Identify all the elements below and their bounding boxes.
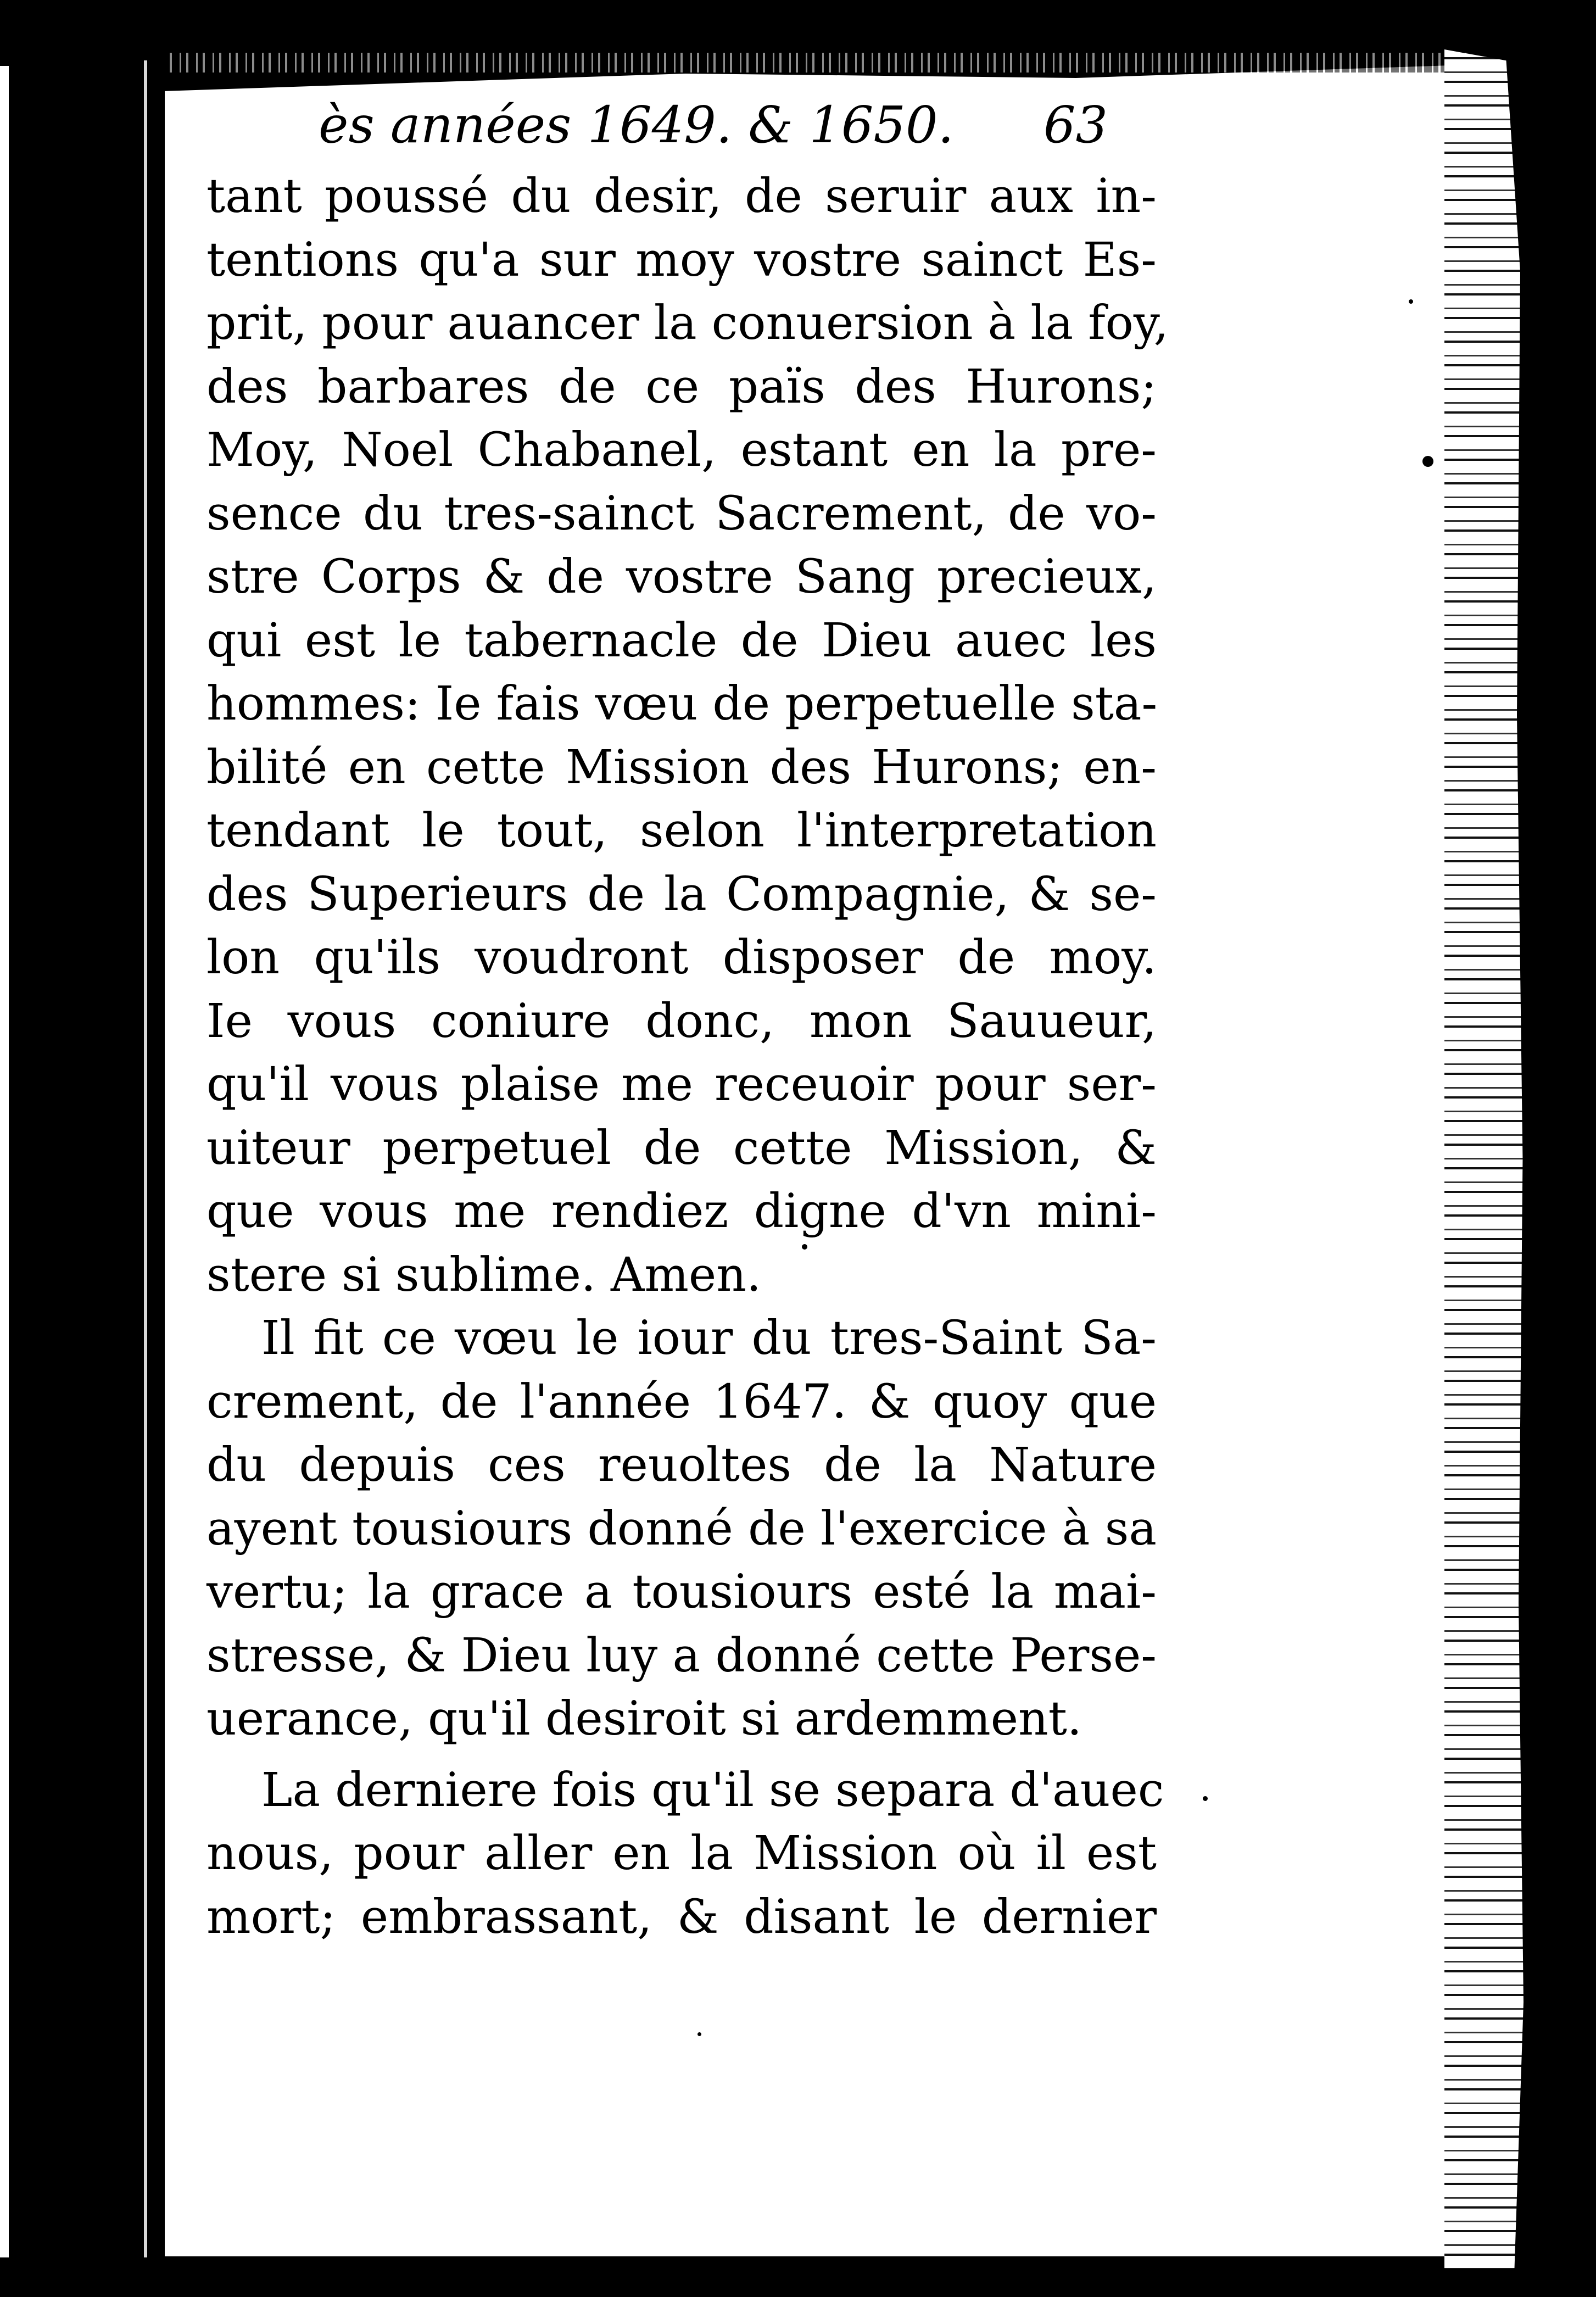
text-line: Moy, Noel Chabanel, estant en la pre- <box>207 423 1157 477</box>
running-header: ès années 1649. & 1650. <box>319 96 954 154</box>
text-line: sence du tres-sainct Sacrement, de vo- <box>207 486 1157 541</box>
text-line: tentions qu'a sur moy vostre sainct Es- <box>207 232 1157 287</box>
paragraph-1 <box>207 165 1169 1307</box>
text-line: du depuis ces reuoltes de la Nature <box>207 1438 1157 1492</box>
text-line: uiteur perpetuel de cette Mission, & <box>207 1120 1157 1175</box>
text-line: qui est le tabernacle de Dieu auec les <box>207 613 1157 668</box>
text-line: mort; embrassant, & disant le dernier <box>207 1889 1157 1944</box>
text-line: tant poussé du desir, de seruir aux in- <box>207 169 1157 224</box>
scan-speck <box>1409 299 1413 304</box>
scan-left-edge <box>0 66 9 2257</box>
text-line: des barbares de ce païs des Hurons; <box>207 359 1157 414</box>
text-line: stresse, & Dieu luy a donné cette Perse- <box>207 1628 1157 1683</box>
scan-speck <box>1422 456 1433 467</box>
scan-speck <box>802 1244 807 1250</box>
scan-speck <box>697 2032 701 2036</box>
text-line: Il fit ce vœu le iour du tres-Saint Sa- <box>261 1311 1157 1365</box>
text-line: que vous me rendiez digne d'vn mini- <box>207 1184 1157 1239</box>
page-top-edge <box>165 53 1466 73</box>
text-line: stere si sublime. Amen. <box>207 1247 761 1302</box>
text-line: stre Corps & de vostre Sang precieux, <box>207 550 1157 604</box>
paragraph-2 <box>207 1307 1157 1751</box>
scan-speck <box>1203 1796 1208 1801</box>
text-line: Ie vous coniure donc, mon Sauueur, <box>207 994 1157 1049</box>
text-line: vertu; la grace a tousiours esté la mai- <box>207 1565 1157 1619</box>
paragraph-3 <box>207 1759 1164 1949</box>
text-line: qu'il vous plaise me receuoir pour ser- <box>207 1057 1157 1112</box>
text-line: bilité en cette Mission des Hurons; en- <box>207 740 1157 795</box>
text-line: uerance, qu'il desiroit si ardemment. <box>207 1692 1082 1746</box>
text-line: lon qu'ils voudront disposer de moy. <box>207 930 1157 985</box>
page-text <box>207 165 1169 1949</box>
binding-line <box>144 60 147 2257</box>
text-line: La derniere fois qu'il se separa d'auec <box>261 1763 1164 1817</box>
text-line: crement, de l'année 1647. & quoy que <box>207 1374 1157 1429</box>
text-line: tendant le tout, selon l'interpretation <box>207 804 1157 858</box>
page-right-edge <box>1444 49 1527 2268</box>
text-line: nous, pour aller en la Mission où il est <box>207 1826 1157 1881</box>
text-line: des Superieurs de la Compagnie, & se- <box>207 867 1157 922</box>
text-line: prit, pour auancer la conuersion à la foy, <box>207 296 1169 350</box>
text-line: ayent tousiours donné de l'exercice à sa <box>207 1501 1157 1556</box>
text-line: hommes: Ie fais vœu de perpetuelle sta- <box>207 677 1158 731</box>
page-number: 63 <box>1043 96 1108 154</box>
